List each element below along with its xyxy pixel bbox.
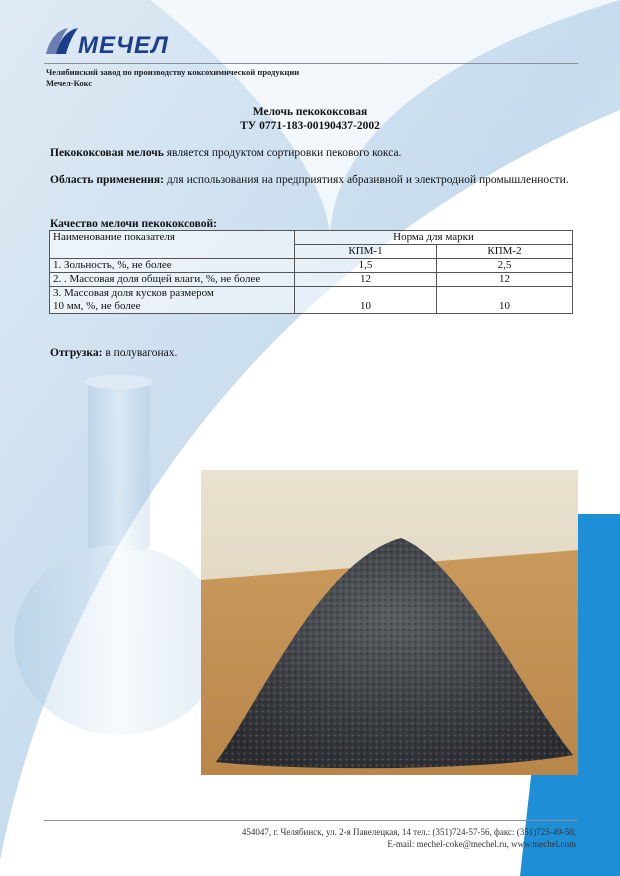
col-name-header: Наименование показателя: [50, 231, 295, 259]
table-row: [50, 287, 573, 314]
row-3-name: [50, 287, 295, 314]
grade-1-header: КПМ-1: [295, 245, 437, 259]
intro-text: является продуктом сортировки пекового кокса.: [163, 147, 402, 159]
footer-email-web: E-mail: mechel-coke@mechel.ru, www.mechel.com: [387, 839, 576, 849]
row-1-grade-2: 2,5: [437, 259, 573, 273]
row-3-grade-2: 10: [437, 287, 573, 314]
org-line-1: Челябинский завод по производству коксохимической продукции: [46, 67, 300, 77]
logo-wordmark: МЕЧЕЛ: [78, 32, 169, 59]
application-text: для использования на предприятиях абразивной и электродной промышленности.: [163, 174, 569, 186]
row-2-name: 2. . Массовая доля общей влаги, %, не более: [50, 273, 295, 287]
col-norm-header: Норма для марки: [295, 231, 573, 245]
intro-paragraph: [50, 146, 570, 161]
shipment-text: в полувагонах.: [102, 347, 178, 359]
row-3-name-line-1: 3. Массовая доля кусков размером: [53, 287, 214, 299]
intro-term: Пекококсовая мелочь: [50, 147, 164, 159]
product-standard: ТУ 0771-183-00190437-2002: [240, 120, 380, 132]
organization-name: [46, 67, 299, 89]
table-row: [50, 273, 573, 287]
quality-table: [49, 230, 573, 314]
footer-contacts: [242, 826, 576, 850]
row-1-name: 1. Зольность, %, не более: [50, 259, 295, 273]
org-line-2: Мечел-Кокс: [46, 78, 93, 88]
shipment-paragraph: [50, 346, 570, 361]
row-1-grade-1: 1,5: [295, 259, 437, 273]
row-2-grade-1: 12: [295, 273, 437, 287]
row-3-grade-1: 10: [295, 287, 437, 314]
footer-rule: [44, 820, 578, 821]
row-3-name-line-2: 10 мм, %, не более: [53, 300, 141, 312]
product-title: Мелочь пекококсовая: [252, 106, 368, 118]
table-header-row: [50, 231, 573, 245]
quality-heading: Качество мелочи пекококсовой:: [50, 218, 217, 230]
application-term: Область применения:: [50, 174, 164, 186]
shipment-term: Отгрузка:: [50, 347, 103, 359]
header-rule: [44, 63, 578, 64]
table-row: [50, 259, 573, 273]
product-photo: [201, 470, 578, 775]
grade-2-header: КПМ-2: [437, 245, 573, 259]
application-paragraph: [50, 173, 570, 188]
row-2-grade-2: 12: [437, 273, 573, 287]
footer-address: 454047, г. Челябинск, ул. 2-я Павелецкая, 14 тел.: (351)724-57-56, факс: (351)725-49-50,: [241, 827, 576, 837]
